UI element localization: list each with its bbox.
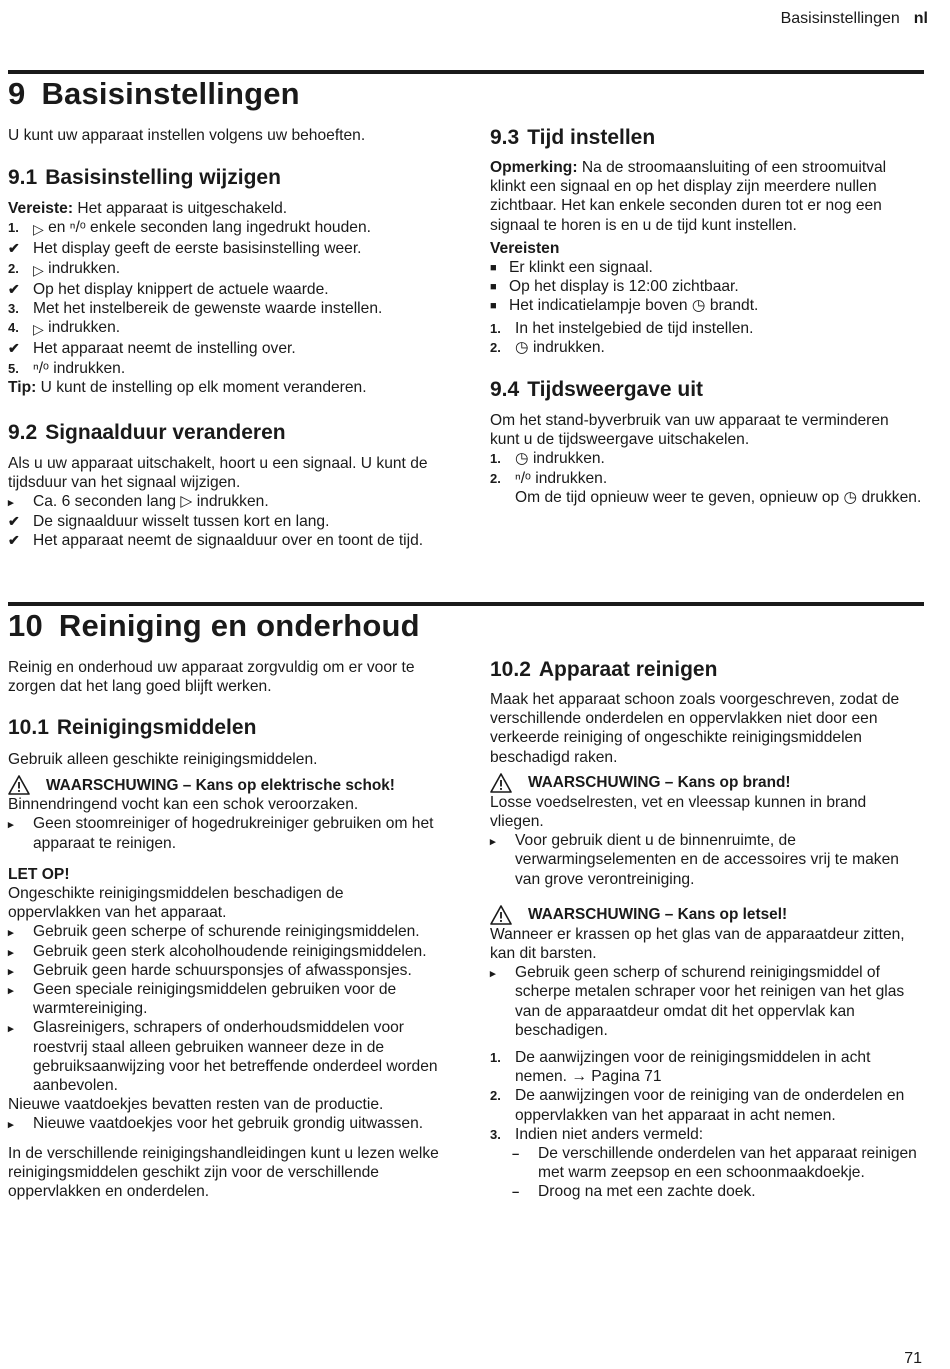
list-item: ▸ Ca. 6 seconden lang ▷ indrukken. xyxy=(8,493,269,511)
section-9-4-body xyxy=(490,411,922,507)
list-item: ▸ Gebruik geen harde schuursponsjes of afwassponsjes. xyxy=(8,961,412,979)
chapter-10-intro: Reinig en onderhoud uw apparaat zorgvuldig om er voor te zorgen dat het lang goed blijft werken. xyxy=(8,659,415,696)
list-item: 2. De aanwijzingen voor de reiniging van de onderdelen en oppervlakken van het apparaat in acht nemen. xyxy=(490,1087,905,1124)
list-item: ▸ Gebruik geen sterk alcoholhoudende reinigingsmiddelen. xyxy=(8,942,427,960)
list-item: ■ Het indicatielampje boven ◷ brandt. xyxy=(490,297,759,315)
paragraph: Maak het apparaat schoon zoals voorgeschreven, zodat de verschillende onderdelen en oppervlakken niet door een verkeerde reiniging of ongeschikte reinigingsmiddelen beschadigd raken. xyxy=(490,691,900,766)
warning-triangle-icon xyxy=(490,905,512,925)
paragraph: Binnendringend vocht kan een schok veroorzaken. xyxy=(8,796,359,814)
start-icon: ▷ xyxy=(33,321,44,338)
list-item: 1. In het instelgebied de tijd instellen. xyxy=(490,319,754,337)
list-item: 1. ◷ indrukken. xyxy=(490,450,605,468)
warning-heading: WAARSCHUWING – Kans op elektrische schok! xyxy=(8,775,440,795)
chapter-rule xyxy=(8,602,924,606)
list-item: ✔ Het apparaat neemt de instelling over. xyxy=(8,340,296,358)
list-item: ▸ Geen stoomreiniger of hogedrukreiniger gebruiken om het apparaat te reinigen. xyxy=(8,815,434,852)
list-item: ✔ De signaalduur wisselt tussen kort en lang. xyxy=(8,512,330,530)
section-9-3-body xyxy=(490,158,922,357)
list-subitem: – Droog na met een zachte doek. xyxy=(512,1183,756,1201)
list-item: ▸ Gebruik geen scherpe of schurende reinigingsmiddelen. xyxy=(8,923,420,941)
page-number: 71 xyxy=(904,1350,922,1367)
list-item: 4. ▷ indrukken. xyxy=(8,318,448,339)
list-item: 3. Indien niet anders vermeld: xyxy=(490,1125,704,1143)
list-item: ▸ Voor gebruik dient u de binnenruimte, de verwarmingselementen en de accessoires vrij te maken van grove verontreiniging. xyxy=(490,832,899,888)
paragraph: Als u uw apparaat uitschakelt, hoort u een signaal. U kunt de tijdsduur van het signaal wijzigen. xyxy=(8,455,428,492)
chapter-9-intro: U kunt uw apparaat instellen volgens uw behoeften. xyxy=(8,127,366,144)
list-item: ▸ Nieuwe vaatdoekjes voor het gebruik grondig uitwassen. xyxy=(8,1115,424,1133)
paragraph: Losse voedselresten, vet en vleessap kunnen in brand vliegen. xyxy=(490,793,867,831)
paragraph: Ongeschikte reinigingsmiddelen beschadigen de oppervlakken van het apparaat. xyxy=(8,885,344,922)
list-item: 1. De aanwijzingen voor de reinigingsmiddelen in acht nemen. → Pagina 71 xyxy=(490,1049,871,1086)
list-item: 2. ◷ indrukken. xyxy=(490,338,605,356)
warning-heading: WAARSCHUWING – Kans op brand! xyxy=(490,773,922,793)
chapter-9-title: 9 Basisinstellingen xyxy=(8,76,300,111)
list-item: 2. ▷ indrukken. xyxy=(8,259,448,280)
warning-triangle-icon xyxy=(8,775,30,795)
list-item-continuation: Om de tijd opnieuw weer te geven, opnieuw op ◷ drukken. xyxy=(515,488,922,506)
start-icon: ▷ xyxy=(33,261,44,278)
section-9-2-body xyxy=(8,454,428,550)
section-9-1-title: 9.1 Basisinstelling wijzigen xyxy=(8,166,281,189)
list-item: 5. ⁿ/ᵒ indrukken. xyxy=(8,359,126,377)
warning-triangle-icon xyxy=(490,773,512,793)
section-10-2-title: 10.2 Apparaat reinigen xyxy=(490,658,718,681)
header-section: Basisinstellingen xyxy=(780,10,900,27)
running-header xyxy=(781,10,928,28)
section-10-1-body xyxy=(8,750,440,1201)
section-9-4-title: 9.4 Tijdsweergave uit xyxy=(490,378,704,401)
list-item: 2. ⁿ/ᵒ indrukken. xyxy=(490,469,608,487)
list-item: ✔ Op het display knippert de actuele waarde. xyxy=(8,280,329,298)
caution-heading: LET OP! xyxy=(8,865,70,883)
list-item: ▸ Gebruik geen scherp of schurend reinigingsmiddel of scherpe metalen schraper voor het reinigen van het glas van de apparaatdeur omdat dit het oppervlak kan beschadigen. xyxy=(490,964,905,1039)
chapter-rule xyxy=(8,70,924,74)
list-item: ▸ Geen speciale reinigingsmiddelen gebruiken voor de warmtereiniging. xyxy=(8,981,397,1018)
paragraph: Om het stand-byverbruik van uw apparaat te verminderen kunt u de tijdsweergave uitschakelen. xyxy=(490,412,889,449)
requirements-title: Vereisten xyxy=(490,239,560,257)
section-10-1-title: 10.1 Reinigingsmiddelen xyxy=(8,716,257,739)
list-subitem: – De verschillende onderdelen van het apparaat reinigen met warm zeepsop en een schoonmaakdoekje. xyxy=(512,1145,917,1182)
list-item: ■ Op het display is 12:00 zichtbaar. xyxy=(490,278,739,296)
header-lang: nl xyxy=(913,10,928,27)
paragraph: In de verschillende reinigingshandleidingen kunt u lezen welke reinigingsmiddelen geschikt zijn voor de verschillende oppervlakken en onderdelen. xyxy=(8,1144,439,1201)
list-item: 3. Met het instelbereik de gewenste waarde instellen. xyxy=(8,300,383,318)
list-item: ■ Er klinkt een signaal. xyxy=(490,259,653,277)
chapter-10-title: 10 Reiniging en onderhoud xyxy=(8,608,420,643)
requirement: Vereiste: Het apparaat is uitgeschakeld. xyxy=(8,200,288,217)
list-item: ✔ Het apparaat neemt de signaalduur over en toont de tijd. xyxy=(8,531,424,549)
list-item: ▸ Glasreinigers, schrapers of onderhoudsmiddelen voor roestvrij staal alleen gebruiken wanneer deze in de gebruiksaanwijzing voor het betreffende onderdeel worden aanbevolen. xyxy=(8,1019,438,1095)
section-9-1-body xyxy=(8,199,448,397)
section-9-2-title: 9.2 Signaalduur veranderen xyxy=(8,421,286,444)
section-10-2-body xyxy=(490,690,922,1202)
tip: Tip: U kunt de instelling op elk moment veranderen. xyxy=(8,378,367,396)
paragraph: Nieuwe vaatdoekjes bevatten resten van de productie. xyxy=(8,1096,384,1114)
note: Opmerking: Na de stroomaansluiting of een stroomuitval klinkt een signaal en op het display zijn meerdere nullen zichtbaar. Het kan enkele seconden duren tot er nog een signaal te horen is en u de tijd kunt instellen. xyxy=(490,159,887,234)
list-item: 1. ▷ en ⁿ/ᵒ enkele seconden lang ingedrukt houden. xyxy=(8,218,448,239)
list-item: ✔ Het display geeft de eerste basisinstelling weer. xyxy=(8,240,362,258)
start-icon: ▷ xyxy=(33,221,44,238)
section-9-3-title: 9.3 Tijd instellen xyxy=(490,126,656,149)
paragraph: Wanneer er krassen op het glas van de apparaatdeur zitten, kan dit barsten. xyxy=(490,925,905,963)
warning-heading: WAARSCHUWING – Kans op letsel! xyxy=(490,905,922,925)
paragraph: Gebruik alleen geschikte reinigingsmiddelen. xyxy=(8,751,318,768)
